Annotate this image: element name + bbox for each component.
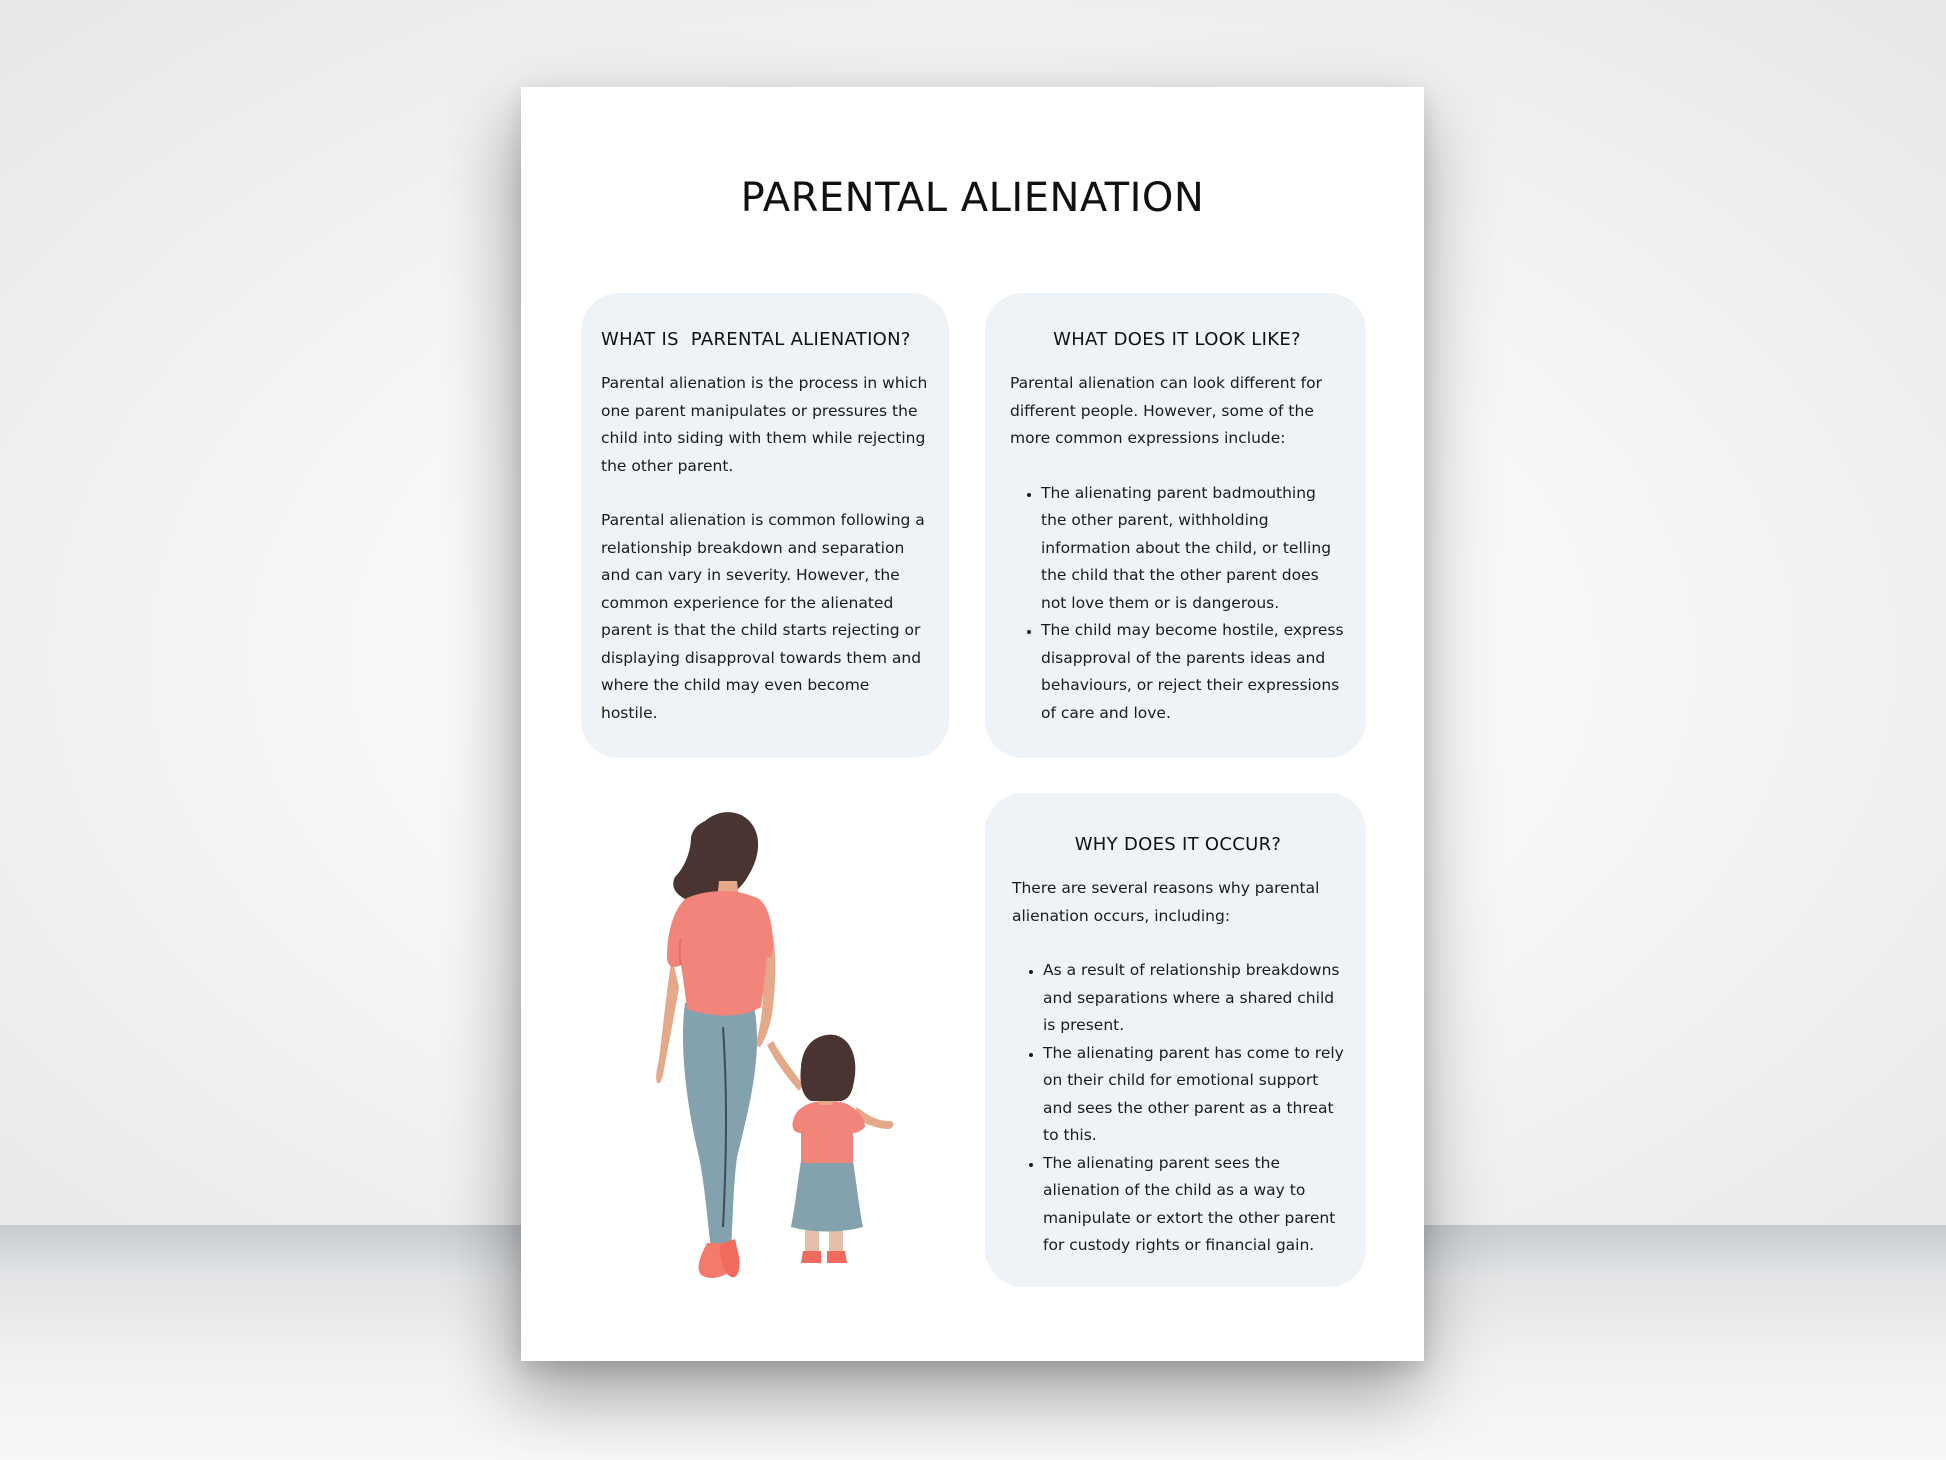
card-why-list xyxy=(1012,957,1344,1260)
daughter-figure xyxy=(767,1035,894,1263)
page-title: PARENTAL ALIENATION xyxy=(740,175,1205,221)
card-what-is-heading: WHAT IS PARENTAL ALIENATION? xyxy=(601,329,911,350)
card-what-is xyxy=(581,293,949,758)
mother-daughter-illustration xyxy=(627,807,927,1367)
card-look-like-intro: Parental alienation can look different for different people. However, some of the more common expressions include: xyxy=(1010,374,1322,447)
card-look-like-list xyxy=(1010,480,1344,728)
card-what-is-paragraph-2: Parental alienation is common following a relationship breakdown and separation and can vary in severity. However, the common experience for the alienated parent is that the child starts rejecting or displaying disapproval towards them and where the child may even become hostile. xyxy=(601,511,925,722)
mother-figure xyxy=(656,812,775,1278)
list-item: • The alienating parent has come to rely on their child for emotional support and sees the other parent as a threat to this. xyxy=(1043,1040,1344,1150)
card-why xyxy=(985,793,1366,1287)
list-item: • As a result of relationship breakdowns and separations where a shared child is present. xyxy=(1043,957,1344,1040)
card-what-is-paragraph-1: Parental alienation is the process in which one parent manipulates or pressures the child into siding with them while rejecting the other parent. xyxy=(601,374,928,475)
card-why-intro: There are several reasons why parental alienation occurs, including: xyxy=(1012,879,1320,925)
list-item: • The alienating parent badmouthing the other parent, withholding information about the child, or telling the child that the other parent does not love them or is dangerous. xyxy=(1041,480,1344,618)
card-look-like-heading: WHAT DOES IT LOOK LIKE? xyxy=(1053,329,1301,350)
document-page xyxy=(521,87,1424,1361)
card-why-heading: WHY DOES IT OCCUR? xyxy=(1074,834,1282,855)
list-item: • The child may become hostile, express disapproval of the parents ideas and behaviours, or reject their expressions of care and love. xyxy=(1041,617,1344,727)
card-look-like xyxy=(985,293,1366,758)
list-item: • The alienating parent sees the alienation of the child as a way to manipulate or extort the other parent for custody rights or financial gain. xyxy=(1043,1150,1344,1260)
